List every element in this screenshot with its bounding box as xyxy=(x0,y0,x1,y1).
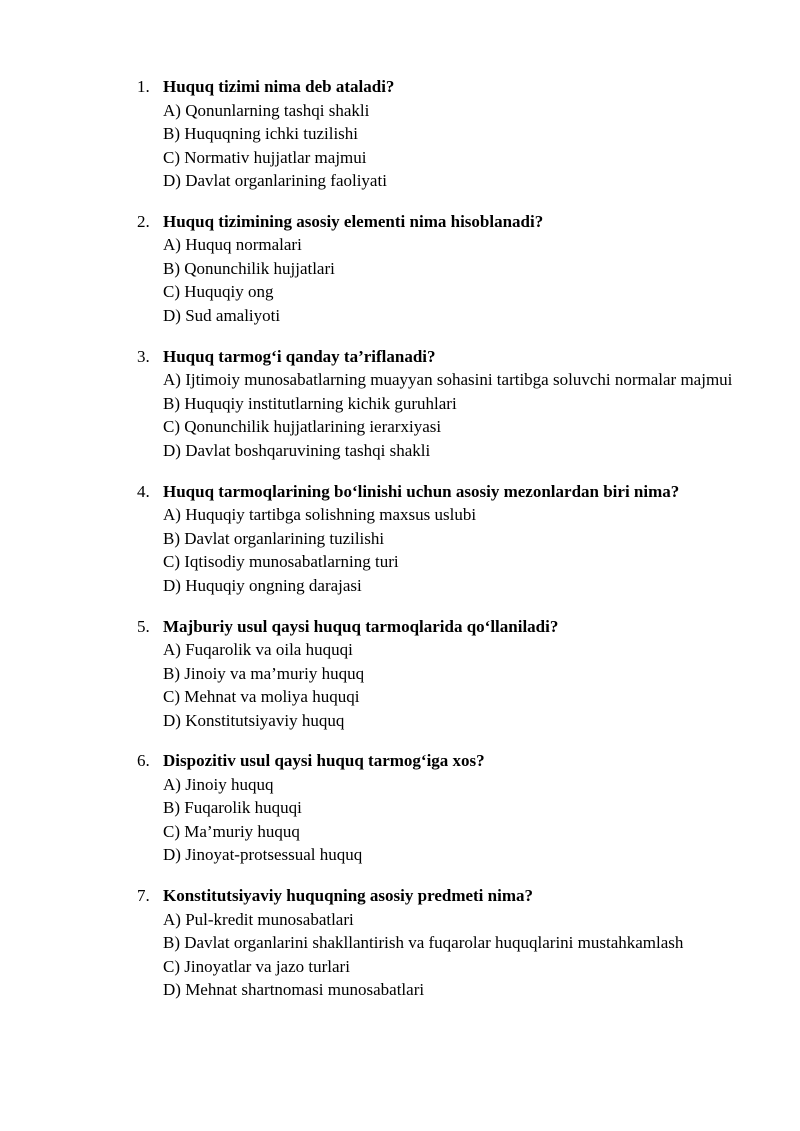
answer-option: A) Jinoiy huquq xyxy=(163,774,274,794)
question-number: 6. xyxy=(137,751,150,771)
answer-options xyxy=(0,368,800,462)
answer-option: B) Fuqarolik huquqi xyxy=(163,798,302,818)
answer-option: D) Sud amaliyoti xyxy=(163,305,281,325)
answer-option: D) Huquqiy ongning darajasi xyxy=(163,575,362,595)
question-text: Majburiy usul qaysi huquq tarmoqlarida qo‘llaniladi? xyxy=(163,616,559,636)
question-text: Huquq tarmog‘i qanday ta’riflanadi? xyxy=(163,346,436,366)
answer-option: C) Iqtisodiy munosabatlarning turi xyxy=(163,552,399,572)
answer-option: B) Huquqiy institutlarning kichik guruhlari xyxy=(163,393,457,413)
question-item xyxy=(0,480,800,598)
answer-options xyxy=(0,503,800,597)
question-item xyxy=(0,884,800,1002)
answer-options xyxy=(0,638,800,732)
answer-option: D) Jinoyat-protsessual huquq xyxy=(163,845,363,865)
answer-option: C) Huquqiy ong xyxy=(163,282,274,302)
question-text: Huquq tarmoqlarining bo‘linishi uchun asosiy mezonlardan biri nima? xyxy=(163,481,680,501)
answer-option: B) Qonunchilik hujjatlari xyxy=(163,258,335,278)
question-text: Huquq tizimi nima deb ataladi? xyxy=(163,77,395,96)
answer-option: C) Ma’muriy huquq xyxy=(163,821,300,841)
answer-option: A) Fuqarolik va oila huquqi xyxy=(163,640,353,660)
question-item xyxy=(0,75,800,193)
answer-option: B) Davlat organlarini shakllantirish va fuqarolar huquqlarini mustahkamlash xyxy=(163,933,684,953)
answer-option: A) Pul-kredit munosabatlari xyxy=(163,909,354,929)
question-number: 1. xyxy=(137,77,150,96)
answer-options xyxy=(0,99,800,193)
answer-option: D) Davlat boshqaruvining tashqi shakli xyxy=(163,440,431,460)
answer-option: C) Mehnat va moliya huquqi xyxy=(163,687,360,707)
answer-option: D) Konstitutsiyaviy huquq xyxy=(163,710,345,730)
question-number: 5. xyxy=(137,616,150,636)
question-item xyxy=(0,345,800,463)
answer-options xyxy=(0,773,800,867)
answer-option: B) Jinoiy va ma’muriy huquq xyxy=(163,663,365,683)
answer-option: D) Davlat organlarining faoliyati xyxy=(163,171,387,190)
question-text: Huquq tizimining asosiy elementi nima hisoblanadi? xyxy=(163,211,544,231)
answer-option: A) Ijtimoiy munosabatlarning muayyan sohasini tartibga soluvchi normalar majmui xyxy=(163,370,733,390)
question-number: 3. xyxy=(137,346,150,366)
answer-options xyxy=(0,233,800,327)
question-number: 4. xyxy=(137,481,150,501)
question-list xyxy=(0,75,800,1019)
question-text: Dispozitiv usul qaysi huquq tarmog‘iga xos? xyxy=(163,751,485,771)
question-item xyxy=(0,615,800,733)
answer-option: C) Qonunchilik hujjatlarining ierarxiyasi xyxy=(163,417,442,437)
answer-option: D) Mehnat shartnomasi munosabatlari xyxy=(163,980,425,1000)
answer-options xyxy=(0,908,800,1002)
answer-option: B) Huquqning ichki tuzilishi xyxy=(163,124,359,143)
question-item xyxy=(0,210,800,328)
answer-option: B) Davlat organlarining tuzilishi xyxy=(163,528,385,548)
answer-option: A) Huquq normalari xyxy=(163,235,302,255)
question-number: 2. xyxy=(137,211,150,231)
answer-option: C) Normativ hujjatlar majmui xyxy=(163,147,367,167)
answer-option: A) Huquqiy tartibga solishning maxsus uslubi xyxy=(163,505,477,525)
question-item xyxy=(0,749,800,867)
question-text: Konstitutsiyaviy huquqning asosiy predmeti nima? xyxy=(163,886,533,906)
answer-option: A) Qonunlarning tashqi shakli xyxy=(163,100,370,120)
question-number: 7. xyxy=(137,886,150,906)
answer-option: C) Jinoyatlar va jazo turlari xyxy=(163,956,350,976)
